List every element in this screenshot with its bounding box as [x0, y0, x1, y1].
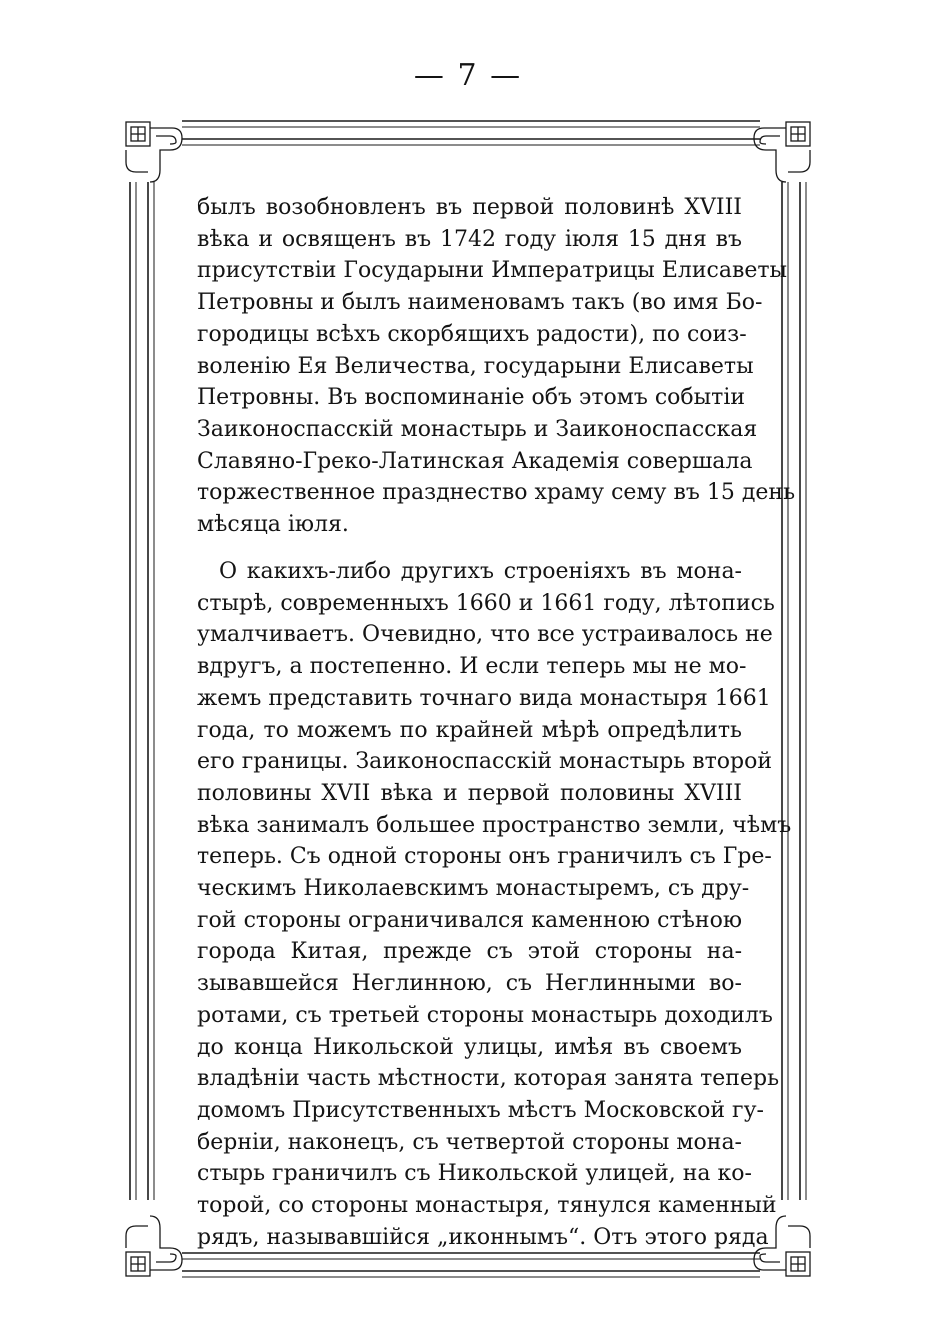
text-line: ческимъ Николаевскимъ монастыремъ, съ дру-	[197, 876, 750, 902]
text-line: теперь. Съ одной стороны онъ граничилъ съ Гре-	[197, 844, 772, 870]
text-line: вѣка и освященъ въ 1742 году іюля 15 дня въ	[197, 226, 742, 252]
text-line: его границы. Заиконоспасскій монастырь второй	[197, 749, 773, 775]
text-line: зывавшейся Неглинною, съ Неглинными во-	[197, 971, 742, 997]
text-line: О какихъ-либо другихъ строеніяхъ въ мона-	[219, 559, 742, 584]
text-line: вѣка занималъ большее пространство земли, чѣмъ	[197, 812, 792, 838]
text-line: былъ возобновленъ въ первой половинѣ XVIII	[197, 195, 742, 220]
text-line: до конца Никольской улицы, имѣя въ своемъ	[197, 1034, 742, 1060]
text-line: Славяно-Греко-Латинская Академія совершала	[197, 448, 753, 474]
text-line: городицы всѣхъ скорбящихъ радости), по соиз-	[197, 321, 747, 347]
text-line: гой стороны ограничивался каменною стѣною	[197, 907, 742, 933]
text-line: стырь граничилъ съ Никольской улицей, на ко-	[197, 1161, 752, 1187]
text-line: Петровны. Въ воспоминаніе объ этомъ событіи	[197, 385, 746, 411]
text-line: жемъ представить точнаго вида монастыря 1661	[197, 685, 771, 711]
text-line: города Китая, прежде съ этой стороны на-	[197, 939, 742, 965]
text-line: года, то можемъ по крайней мѣрѣ опредѣлить	[197, 717, 742, 743]
corner-ornament-top-left	[126, 122, 182, 182]
text-line: Петровны и былъ наименовамъ такъ (во имя Бо-	[197, 290, 763, 316]
text-line: присутствіи Государыни Императрицы Елисаветы	[197, 258, 788, 284]
page-number: — 7 —	[413, 58, 523, 93]
text-line: вдругъ, а постепенно. И если теперь мы не мо-	[197, 654, 747, 680]
frame-top-rule	[182, 121, 760, 145]
text-line: торжественное празднество храму сему въ 15 день	[197, 480, 796, 506]
text-line: воленію Ея Величества, государыни Елисаветы	[197, 353, 754, 379]
frame-right-rule	[782, 182, 806, 1200]
text-line: ротами, съ третьей стороны монастырь доходилъ	[197, 1002, 773, 1028]
text-line: стырѣ, современныхъ 1660 и 1661 году, лѣтопись	[197, 590, 775, 616]
text-line: берніи, наконецъ, съ четвертой стороны мона-	[197, 1129, 742, 1155]
frame-left-rule	[130, 182, 154, 1200]
text-line: мѣсяца іюля.	[197, 512, 349, 538]
text-line: домомъ Присутственныхъ мѣстъ Московской гу-	[197, 1097, 764, 1123]
text-line: владѣніи часть мѣстности, которая занята теперь	[197, 1066, 780, 1092]
text-line: Заиконоспасскій монастырь и Заиконоспасская	[197, 416, 758, 442]
frame-bottom-rule	[182, 1253, 760, 1277]
text-line: половины XVII вѣка и первой половины XVIII	[197, 780, 742, 806]
text-line: рядъ, называвшійся „иконнымъ“. Отъ этого ряда	[197, 1224, 769, 1250]
paragraph-2	[197, 556, 792, 1253]
corner-ornament-bottom-left	[126, 1216, 182, 1276]
text-line: умалчиваетъ. Очевидно, что все устраивалось не	[197, 622, 773, 648]
text-line: торой, со стороны монастыря, тянулся каменный	[197, 1193, 777, 1219]
corner-ornament-top-right	[754, 122, 810, 182]
paragraph-1	[197, 192, 796, 541]
